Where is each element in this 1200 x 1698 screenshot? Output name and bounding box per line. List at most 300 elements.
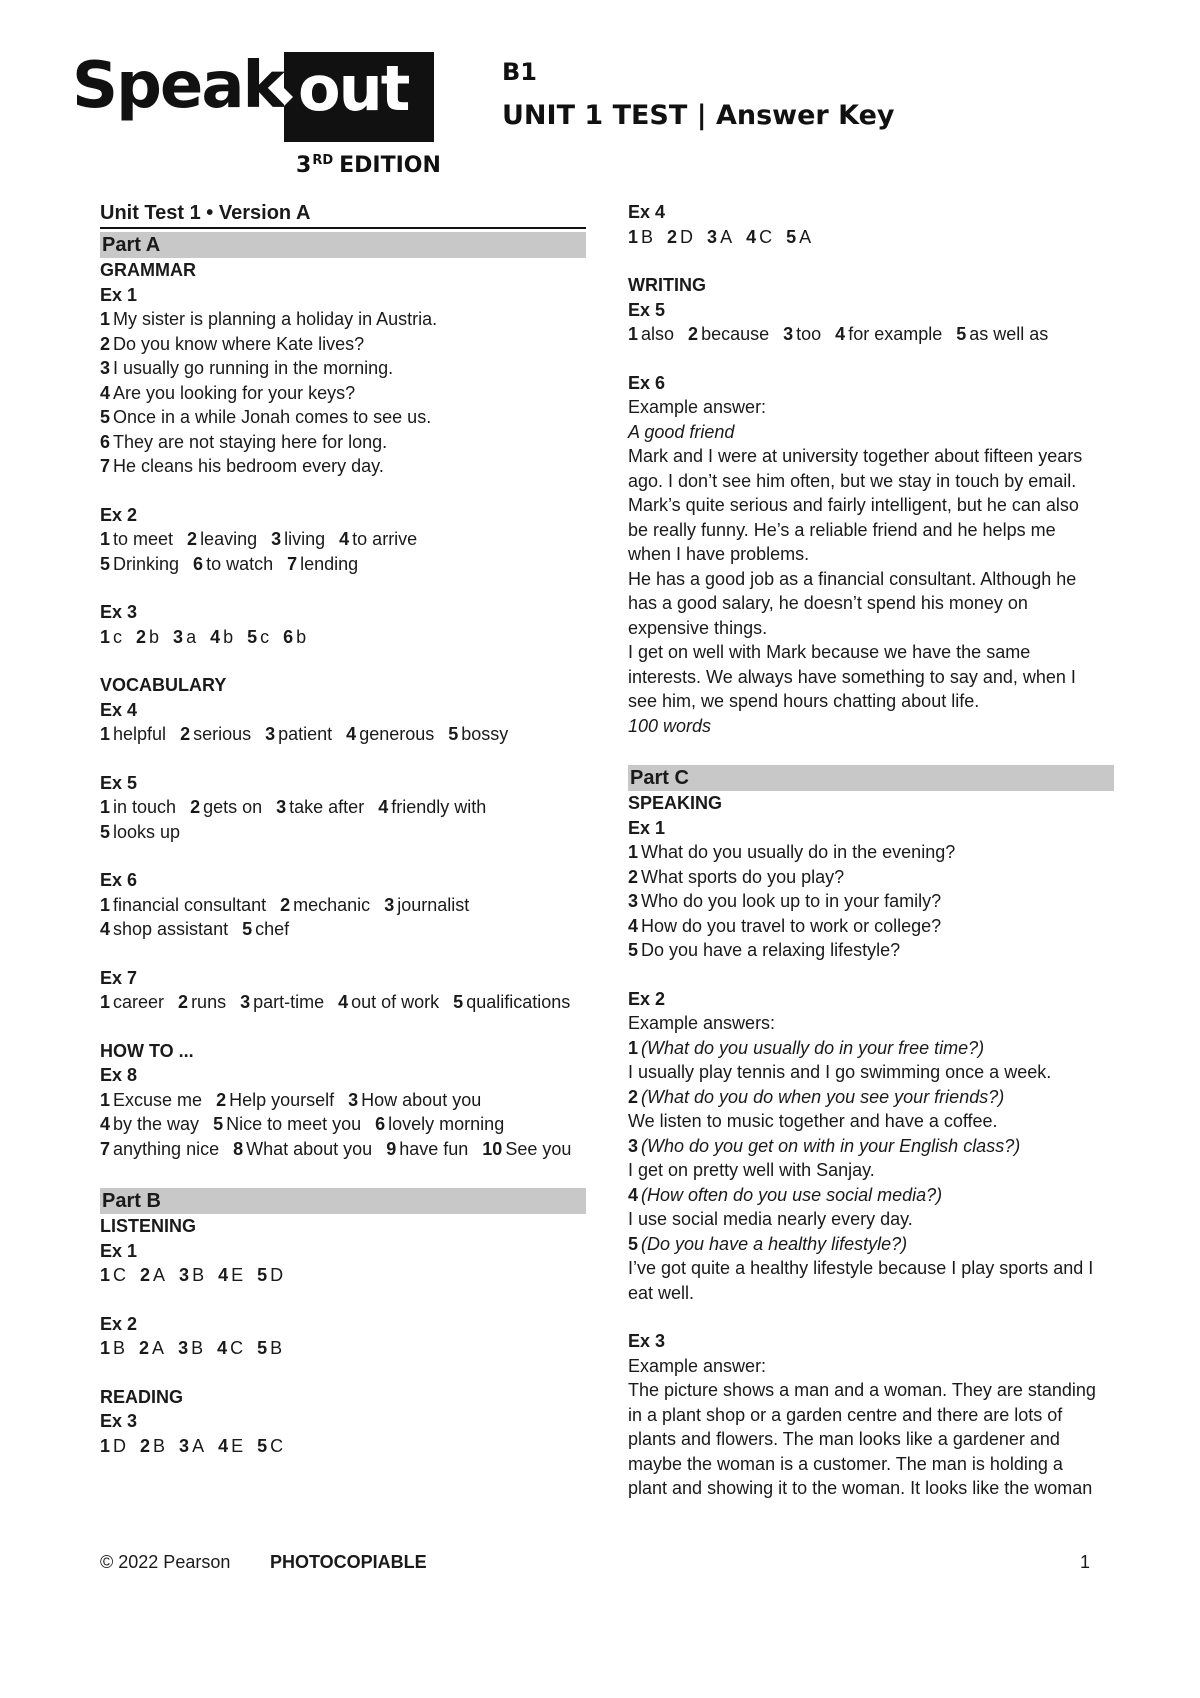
item-number: 4 [218, 1435, 229, 1456]
answer-item [179, 1265, 204, 1285]
ex-label: Ex 6 [628, 372, 666, 393]
answer-item [271, 529, 325, 549]
item-number: 3 [173, 626, 184, 647]
part-a-heading: Part A [100, 232, 586, 258]
answer-item [783, 324, 821, 344]
edition-word: EDITION [339, 153, 441, 178]
item-number: 1 [100, 894, 111, 915]
answer-item [100, 454, 586, 479]
item-number: 6 [193, 553, 204, 574]
answer-item [280, 895, 370, 915]
item-number: 9 [386, 1138, 397, 1159]
item-number: 4 [210, 626, 221, 647]
item-text: to arrive [352, 529, 418, 549]
item-text: c [113, 626, 123, 647]
item-text: A [192, 1435, 205, 1456]
item-number: 3 [783, 324, 794, 344]
writing-heading: WRITING [628, 275, 706, 295]
answer-line [100, 1088, 586, 1113]
item-number: 3 [100, 358, 111, 378]
edition-suffix: RD [312, 153, 334, 168]
qa-list [628, 1036, 1114, 1306]
item-text: because [701, 324, 770, 344]
item-number: 4 [217, 1338, 228, 1358]
logo-out-text: out [298, 52, 409, 125]
item-text: b [149, 626, 160, 647]
item-number: 1 [100, 1435, 111, 1456]
answer-item [448, 724, 508, 744]
item-number: 2 [140, 1265, 151, 1285]
item-text: Do you know where Kate lives? [113, 333, 365, 354]
item-number: 3 [178, 1338, 189, 1358]
item-number: 4 [628, 1184, 639, 1205]
item-text: What sports do you play? [641, 866, 845, 887]
item-text: How about you [361, 1089, 482, 1110]
ex-label: Ex 7 [100, 967, 138, 988]
answer-item [628, 865, 1114, 890]
answer-item [100, 332, 586, 357]
item-number: 2 [100, 333, 111, 354]
item-text: Are you looking for your keys? [113, 382, 356, 403]
answer-item [628, 324, 674, 344]
answer-item [628, 914, 1114, 939]
exercise [100, 1063, 586, 1161]
answer-item [375, 1114, 504, 1134]
item-text: B [113, 1338, 126, 1358]
item-text: Help yourself [229, 1089, 335, 1110]
ex-label: Ex 5 [100, 772, 138, 793]
answer-item [247, 627, 269, 647]
page-title: UNIT 1 TEST | Answer Key [502, 100, 895, 131]
item-text: financial consultant [113, 894, 267, 915]
logo-notch [284, 88, 293, 106]
answer-item [667, 227, 693, 247]
item-text: What about you [246, 1138, 373, 1159]
item-text: Excuse me [113, 1089, 203, 1110]
answer-item [100, 822, 180, 842]
paragraph-line: The picture shows a man and a woman. They are standing [628, 1380, 1096, 1400]
item-number: 3 [265, 724, 276, 744]
exercise [628, 200, 1114, 249]
item-text: in touch [113, 797, 177, 817]
answer-line [628, 322, 1114, 347]
item-text: E [231, 1435, 244, 1456]
part-c-heading: Part C [628, 765, 1114, 791]
paragraph-line: Mark and I were at university together about fifteen years [628, 446, 1083, 466]
item-text: journalist [397, 894, 470, 915]
answer-item [173, 627, 196, 647]
answer-item [100, 797, 176, 817]
unit-title: Unit Test 1 • Version A [100, 200, 586, 229]
answer-text: I get on pretty well with Sanjay. [628, 1160, 875, 1180]
item-number: 3 [240, 992, 251, 1012]
item-number: 8 [233, 1138, 244, 1159]
paragraph-line: maybe the woman is a customer. The man is holding a [628, 1453, 1063, 1474]
item-text: as well as [969, 324, 1049, 344]
answer-item [257, 1436, 283, 1456]
item-text: lending [300, 553, 359, 574]
item-number: 2 [688, 324, 699, 344]
item-number: 5 [956, 324, 967, 344]
example-intro: Example answer: [628, 1355, 767, 1376]
item-number: 5 [100, 553, 111, 574]
question-text: (Who do you get on with in your English class?) [641, 1135, 1021, 1156]
item-text: D [113, 1435, 127, 1456]
word-count: 100 words [628, 715, 712, 736]
question-line [628, 1036, 1114, 1061]
item-number: 6 [100, 431, 111, 452]
essay-paragraph [628, 444, 1114, 714]
answer-item [688, 324, 769, 344]
answer-item [100, 356, 586, 381]
answer-item [233, 1139, 372, 1159]
item-number: 2 [178, 992, 189, 1012]
item-number: 2 [628, 1086, 639, 1107]
item-text: B [191, 1338, 204, 1358]
ex-label: Ex 4 [628, 202, 666, 222]
item-text: b [223, 626, 234, 647]
essay-title: A good friend [628, 421, 735, 442]
answer-item [100, 405, 586, 430]
answer-item [178, 1338, 203, 1358]
item-text: C [113, 1265, 127, 1285]
item-text: B [641, 226, 654, 247]
item-number: 1 [100, 309, 111, 329]
answer-item [100, 1114, 199, 1134]
item-number: 10 [482, 1138, 503, 1159]
answer-text: eat well. [628, 1282, 695, 1303]
item-text: C [759, 226, 773, 247]
question-text: (What do you usually do in your free time?) [641, 1037, 985, 1058]
item-text: out of work [351, 992, 440, 1012]
answer-item [265, 724, 332, 744]
answer-item [100, 992, 164, 1012]
part-b-heading: Part B [100, 1188, 586, 1214]
answer-item [136, 627, 159, 647]
answer-line [100, 917, 586, 942]
item-text: C [270, 1435, 284, 1456]
question-text: (How often do you use social media?) [641, 1184, 943, 1205]
ex-label: Ex 3 [628, 1331, 666, 1351]
item-number: 1 [100, 529, 111, 549]
item-text: C [230, 1338, 244, 1358]
copyright: © 2022 Pearson [100, 1552, 231, 1572]
answer-item [216, 1090, 334, 1110]
paragraph-line: interests. We always have something to say and, when I [628, 666, 1076, 687]
answer-item [187, 529, 257, 549]
answer-line [100, 820, 586, 845]
exercise [628, 816, 1114, 963]
exercise [100, 1312, 586, 1361]
exercise [628, 298, 1114, 347]
ex-label: Ex 2 [100, 1313, 138, 1334]
answer-item [453, 992, 570, 1012]
item-text: leaving [200, 529, 258, 549]
item-text: D [680, 226, 694, 247]
answer-text: I usually play tennis and I go swimming once a week. [628, 1062, 1052, 1082]
item-number: 3 [384, 894, 395, 915]
paragraph-line: ago. I don’t see him often, but we stay in touch by email. [628, 470, 1077, 491]
question-text: (Do you have a healthy lifestyle?) [641, 1233, 908, 1254]
listening-heading: LISTENING [100, 1216, 197, 1236]
logo-speak-text: Speak [72, 49, 284, 123]
item-number: 4 [346, 724, 357, 744]
ex-label: Ex 2 [100, 504, 138, 525]
answer-item [628, 227, 653, 247]
item-text: Nice to meet you [226, 1114, 362, 1134]
item-number: 2 [180, 724, 191, 744]
item-number: 2 [667, 226, 678, 247]
item-number: 4 [338, 992, 349, 1012]
item-text: shop assistant [113, 919, 229, 939]
answer-item [180, 724, 251, 744]
item-number: 2 [190, 797, 201, 817]
answer-item [178, 992, 226, 1012]
item-number: 5 [257, 1265, 268, 1285]
example-intro: Example answers: [628, 1013, 776, 1033]
item-text: He cleans his bedroom every day. [113, 456, 384, 476]
answer-item [210, 627, 233, 647]
ex-label: Ex 3 [100, 1411, 138, 1431]
item-text: How do you travel to work or college? [641, 915, 942, 936]
item-number: 3 [179, 1265, 190, 1285]
exercise [100, 771, 586, 845]
item-text: to meet [113, 529, 174, 549]
item-number: 7 [287, 553, 298, 574]
answer-item [193, 554, 273, 574]
item-text: B [153, 1435, 166, 1456]
answer-item [338, 992, 439, 1012]
exercise [100, 868, 586, 942]
level-label: B1 [502, 58, 537, 86]
item-number: 6 [283, 626, 294, 647]
speaking-heading: SPEAKING [628, 793, 723, 813]
ex-label: Ex 8 [100, 1065, 138, 1085]
item-number: 4 [100, 382, 111, 403]
item-text: A [799, 226, 812, 247]
item-number: 1 [100, 992, 111, 1012]
answer-item [628, 938, 1114, 963]
answer-item [100, 1139, 219, 1159]
item-text: runs [191, 992, 227, 1012]
item-number: 4 [746, 226, 757, 247]
paragraph-line: see him, we spend hours chatting about life. [628, 691, 980, 711]
answer-item [257, 1338, 282, 1358]
answer-item [956, 324, 1048, 344]
answer-line [100, 1263, 586, 1288]
page-header [502, 60, 894, 129]
answer-item [213, 1114, 361, 1134]
answer-item [786, 227, 811, 247]
item-number: 5 [453, 992, 464, 1012]
ex-label: Ex 5 [628, 299, 666, 320]
exercise [100, 600, 586, 649]
answer-text: We listen to music together and have a coffee. [628, 1111, 998, 1131]
writing-ex6 [628, 371, 1114, 739]
item-text: also [641, 324, 675, 344]
paragraph-line: plants and flowers. The man looks like a gardener and [628, 1429, 1060, 1449]
answer-item [100, 724, 166, 744]
answer-item [139, 1338, 164, 1358]
answer-line [100, 1434, 586, 1459]
question-line [628, 1183, 1114, 1208]
answer-item [100, 554, 179, 574]
item-number: 5 [100, 821, 111, 842]
answer-item [348, 1090, 481, 1110]
example-paragraph [628, 1378, 1114, 1501]
item-text: chef [255, 919, 290, 939]
page-number: 1 [1079, 1552, 1090, 1572]
answer-item [746, 227, 772, 247]
item-number: 2 [140, 1435, 151, 1456]
answer-item [378, 797, 486, 817]
item-number: 1 [628, 324, 639, 344]
item-text: friendly with [391, 797, 487, 817]
item-text: c [260, 626, 270, 647]
answer-item [100, 1265, 126, 1285]
answer-line [100, 527, 586, 552]
exercise [100, 698, 586, 747]
answer-item [140, 1265, 165, 1285]
item-text: A [720, 226, 733, 247]
item-text: Do you have a relaxing lifestyle? [641, 940, 901, 960]
item-number: 4 [218, 1265, 229, 1285]
answer-item [276, 797, 364, 817]
item-number: 5 [100, 407, 111, 427]
item-text: have fun [399, 1138, 469, 1159]
item-number: 1 [628, 1037, 639, 1058]
item-text: qualifications [466, 992, 571, 1012]
answer-item [242, 919, 289, 939]
answer-item [628, 889, 1114, 914]
ex-label: Ex 3 [100, 602, 138, 622]
answer-line [100, 795, 586, 820]
item-text: E [231, 1265, 244, 1285]
reading-heading: READING [100, 1386, 184, 1407]
answer-item [100, 1436, 126, 1456]
ex-label: Ex 1 [628, 817, 666, 838]
paragraph-line: Mark’s quite serious and fairly intelligent, but he can also [628, 495, 1079, 515]
answer-line [100, 625, 586, 650]
item-text: A [152, 1338, 165, 1358]
answer-item [283, 627, 306, 647]
answer-line [100, 552, 586, 577]
item-number: 1 [100, 1265, 111, 1285]
answer-item [386, 1139, 468, 1159]
item-text: I usually go running in the morning. [113, 358, 394, 378]
answer-item [346, 724, 434, 744]
item-number: 4 [339, 529, 350, 549]
item-number: 5 [628, 1233, 639, 1254]
paragraph-line: I get on well with Mark because we have the same [628, 642, 1031, 662]
answer-item [100, 307, 586, 332]
answer-item [218, 1436, 243, 1456]
answer-item [339, 529, 417, 549]
answer-item [100, 627, 122, 647]
answer-line [100, 722, 586, 747]
answer-item [482, 1139, 571, 1159]
answer-line [100, 1137, 586, 1162]
edition-number: 3 [296, 153, 312, 178]
item-number: 5 [213, 1114, 224, 1134]
answer-item [217, 1338, 243, 1358]
answer-text: I’ve got quite a healthy lifestyle because I play sports and I [628, 1258, 1094, 1278]
item-text: gets on [203, 797, 263, 817]
item-text: B [270, 1338, 283, 1358]
right-column [628, 200, 1114, 1501]
question-line [628, 1085, 1114, 1110]
ex-label: Ex 1 [100, 1240, 138, 1261]
item-number: 6 [375, 1114, 386, 1134]
item-text: too [796, 324, 822, 344]
item-number: 5 [242, 919, 253, 939]
ex-label: Ex 1 [100, 284, 138, 305]
item-text: serious [193, 724, 252, 744]
item-number: 3 [707, 226, 718, 247]
answer-item [190, 797, 262, 817]
answer-item [100, 1090, 202, 1110]
item-text: bossy [461, 724, 509, 744]
answer-item [707, 227, 732, 247]
exercise [100, 1239, 586, 1288]
item-number: 3 [628, 891, 639, 911]
answer-item [835, 324, 942, 344]
item-number: 5 [628, 940, 639, 960]
item-number: 4 [100, 1114, 111, 1134]
item-number: 1 [100, 626, 111, 647]
answer-item [100, 430, 586, 455]
answer-item [384, 895, 469, 915]
answer-item [100, 895, 266, 915]
answer-item [218, 1265, 243, 1285]
item-number: 2 [136, 626, 147, 647]
answer-item [140, 1436, 165, 1456]
item-text: a [186, 626, 197, 647]
item-text: mechanic [293, 894, 371, 915]
item-number: 2 [139, 1338, 150, 1358]
item-number: 2 [216, 1089, 227, 1110]
logo-edition [296, 154, 441, 177]
item-number: 5 [257, 1338, 268, 1358]
photocopiable-label: PHOTOCOPIABLE [270, 1552, 427, 1572]
exercise [100, 966, 586, 1015]
answer-item [100, 1338, 125, 1358]
item-text: to watch [206, 553, 274, 574]
item-number: 5 [786, 226, 797, 247]
item-text: by the way [113, 1114, 200, 1134]
item-text: anything nice [113, 1138, 220, 1159]
item-text: part-time [253, 992, 325, 1012]
item-number: 7 [100, 456, 111, 476]
item-text: take after [289, 797, 365, 817]
item-number: 2 [187, 529, 198, 549]
item-text: living [284, 529, 326, 549]
exercise [100, 1409, 586, 1458]
item-text: See you [505, 1138, 572, 1159]
answer-item [240, 992, 324, 1012]
left-column [100, 200, 586, 1458]
item-number: 1 [100, 1089, 111, 1110]
item-text: looks up [113, 821, 181, 842]
vocabulary-heading: VOCABULARY [100, 675, 227, 695]
item-text: They are not staying here for long. [113, 431, 388, 452]
item-number: 4 [100, 919, 111, 939]
item-number: 3 [348, 1089, 359, 1110]
item-number: 1 [100, 797, 111, 817]
paragraph-line: has a good salary, he doesn’t spend his money on [628, 593, 1028, 613]
item-text: My sister is planning a holiday in Austria. [113, 309, 438, 329]
item-number: 5 [257, 1435, 268, 1456]
